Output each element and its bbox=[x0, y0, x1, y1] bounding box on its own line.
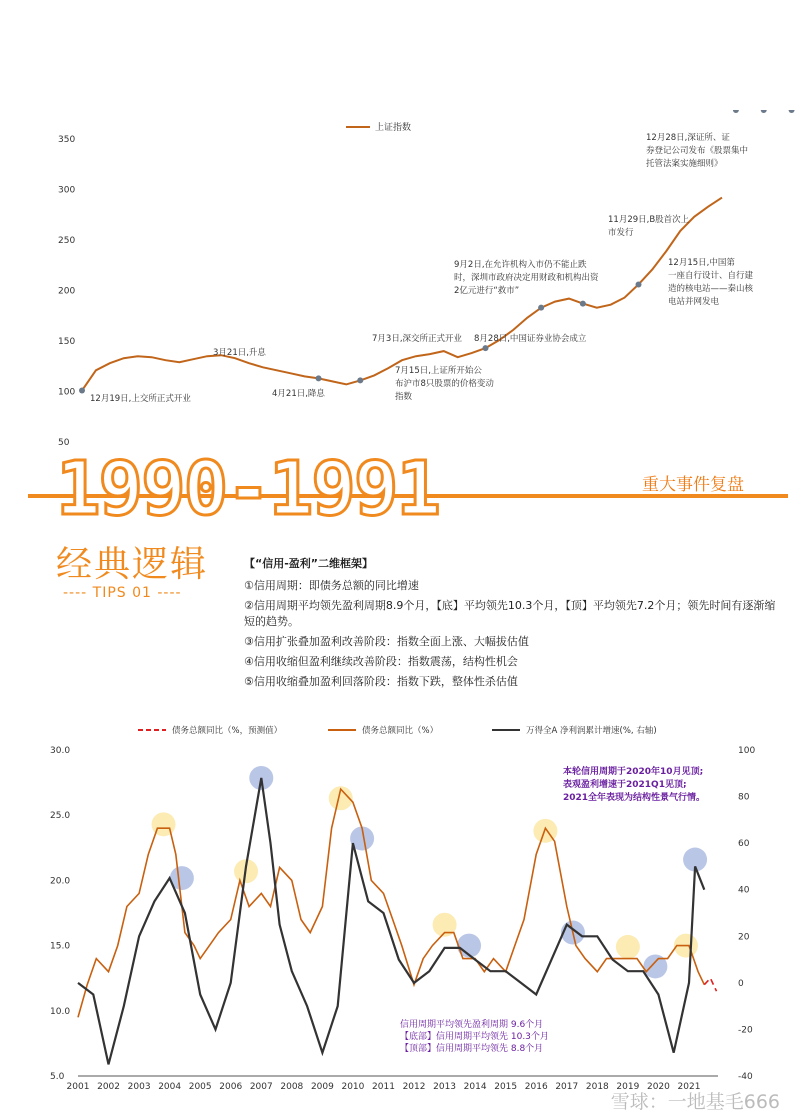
event-annotation: 4月21日,降息 bbox=[272, 389, 325, 399]
event-annotation: 12月28日,深证所、证券登记公司发布《股票集中托管法案实施细则》 bbox=[646, 133, 749, 169]
event-annotation: 9月2日,在允许机构入市仍不能止跌时，深圳市政府决定用财政和机构出资 2亿元进行“救市” bbox=[454, 260, 599, 296]
y-left-tick-label: 10.0 bbox=[50, 1006, 71, 1017]
y-tick-label: 300 bbox=[58, 185, 76, 196]
y-right-tick-label: 80 bbox=[738, 792, 750, 803]
x-tick-label: 2005 bbox=[188, 1082, 212, 1092]
x-tick-label: 2013 bbox=[433, 1082, 457, 1092]
framework-item: ⑤信用收缩叠加盈利回落阶段：指数下跌，整体性杀估值 bbox=[244, 675, 518, 688]
cycle-annotation: 2021全年表现为结构性景气行情。 bbox=[563, 793, 706, 803]
y-tick-label: 250 bbox=[58, 236, 76, 246]
y-tick-label: 350 bbox=[58, 135, 76, 145]
event-annotation: 7月3日,深交所正式开业 bbox=[372, 334, 463, 344]
event-annotation: 11月29日,B股首次上市发行 bbox=[608, 215, 690, 238]
y-right-tick-label: 40 bbox=[738, 885, 750, 896]
cycle-annotation: 本轮信用周期于2020年10月见顶; bbox=[563, 767, 704, 777]
x-tick-label: 2003 bbox=[127, 1082, 151, 1092]
event-point bbox=[538, 305, 544, 311]
x-tick-label: 2007 bbox=[249, 1082, 273, 1092]
x-tick-label: 2010 bbox=[341, 1082, 365, 1092]
event-annotation: 12月15日,中国第一座自行设计、自行建造的核电站——秦山核电站并网发电 bbox=[668, 258, 754, 307]
y-right-tick-label: 0 bbox=[738, 978, 744, 989]
y-right-tick-label: -20 bbox=[738, 1025, 753, 1036]
event-annotation: 12月19日,上交所正式开业 bbox=[90, 394, 191, 404]
shanghai-index-chart bbox=[0, 110, 800, 455]
shanghai-index-line bbox=[82, 198, 722, 391]
lead-annotation: 【顶部】信用周期平均领先 8.8个月 bbox=[400, 1044, 544, 1054]
framework-title: 【“信用-盈利”二维框架】 bbox=[244, 557, 374, 570]
y-left-tick-label: 25.0 bbox=[50, 811, 71, 822]
event-point bbox=[316, 375, 322, 381]
credit-profit-chart bbox=[0, 720, 800, 1100]
y-right-tick-label: 60 bbox=[738, 839, 750, 850]
y-tick-label: 100 bbox=[58, 387, 76, 398]
x-tick-label: 2002 bbox=[97, 1082, 121, 1092]
x-tick-label: 2008 bbox=[280, 1082, 304, 1092]
y-left-tick-label: 30.0 bbox=[50, 746, 71, 756]
x-tick-label: 2019 bbox=[616, 1082, 640, 1092]
credit-turn-marker bbox=[616, 935, 640, 959]
framework-item: ①信用周期：即债务总额的同比增速 bbox=[244, 579, 419, 592]
x-tick-label: 2014 bbox=[463, 1082, 487, 1092]
x-tick-label: 2017 bbox=[555, 1082, 579, 1092]
event-point bbox=[482, 345, 488, 351]
event-point bbox=[357, 377, 363, 383]
lead-annotation: 信用周期平均领先盈利周期 9.6个月 bbox=[400, 1020, 544, 1030]
legend-label: 上证指数 bbox=[375, 123, 412, 133]
lead-annotation: 【底部】信用周期平均领先 10.3个月 bbox=[400, 1032, 549, 1042]
y-left-tick-label: 20.0 bbox=[50, 876, 71, 887]
x-tick-label: 2009 bbox=[310, 1082, 334, 1092]
legend-label: 债务总额同比（%） bbox=[362, 726, 439, 736]
event-point bbox=[79, 388, 85, 394]
cycle-annotation: 表观盈利增速于2021Q1见顶; bbox=[563, 780, 687, 790]
framework-item: ④信用收缩但盈利继续改善阶段：指数震荡，结构性机会 bbox=[244, 655, 518, 668]
y-left-tick-label: 15.0 bbox=[50, 941, 71, 952]
event-point bbox=[761, 110, 767, 113]
legend-label: 万得全A 净利润累计增速(%, 右轴) bbox=[526, 726, 657, 736]
watermark: 雪球：一地基毛666 bbox=[610, 1091, 780, 1113]
x-tick-label: 2021 bbox=[677, 1082, 701, 1092]
legend-label: 债务总额同比（%，预测值） bbox=[172, 726, 283, 736]
event-review-label: 重大事件复盘 bbox=[642, 475, 744, 495]
event-point bbox=[636, 281, 642, 287]
y-right-tick-label: 20 bbox=[738, 932, 750, 943]
year-range-title: 1990-1991 bbox=[56, 446, 439, 532]
y-tick-label: 200 bbox=[58, 286, 76, 297]
x-tick-label: 2001 bbox=[66, 1082, 90, 1092]
x-tick-label: 2006 bbox=[219, 1082, 243, 1092]
framework-item: ③信用扩张叠加盈利改善阶段：指数全面上涨、大幅拔估值 bbox=[244, 635, 529, 648]
event-annotation: 8月28日,中国证券业协会成立 bbox=[474, 334, 587, 344]
event-annotation: 7月15日,上证所开始公布沪市8只股票的价格变动指数 bbox=[395, 366, 494, 402]
framework-text bbox=[244, 556, 784, 694]
event-point bbox=[789, 110, 795, 113]
x-tick-label: 2020 bbox=[646, 1082, 670, 1092]
x-tick-label: 2004 bbox=[158, 1082, 182, 1092]
x-tick-label: 2018 bbox=[585, 1082, 609, 1092]
event-point bbox=[733, 110, 739, 113]
series-line bbox=[704, 978, 716, 991]
y-right-tick-label: 100 bbox=[738, 746, 756, 756]
y-tick-label: 150 bbox=[58, 337, 76, 347]
y-right-tick-label: -40 bbox=[738, 1072, 753, 1082]
logic-title: 经典逻辑 bbox=[56, 544, 209, 585]
y-left-tick-label: 5.0 bbox=[50, 1072, 65, 1082]
x-tick-label: 2016 bbox=[524, 1082, 548, 1092]
x-tick-label: 2012 bbox=[402, 1082, 426, 1092]
event-annotation: 3月21日,升息 bbox=[213, 348, 266, 358]
framework-item: ②信用周期平均领先盈利周期8.9个月，【底】平均领先10.3个月，【顶】平均领先7.2个月；领先时间有逐渐缩短的趋势。 bbox=[244, 599, 776, 628]
event-point bbox=[580, 301, 586, 307]
y-tick-label: 50 bbox=[58, 438, 70, 448]
x-tick-label: 2011 bbox=[372, 1082, 395, 1092]
tips-label: ---- TIPS 01 ---- bbox=[63, 585, 182, 601]
x-tick-label: 2015 bbox=[494, 1082, 518, 1092]
